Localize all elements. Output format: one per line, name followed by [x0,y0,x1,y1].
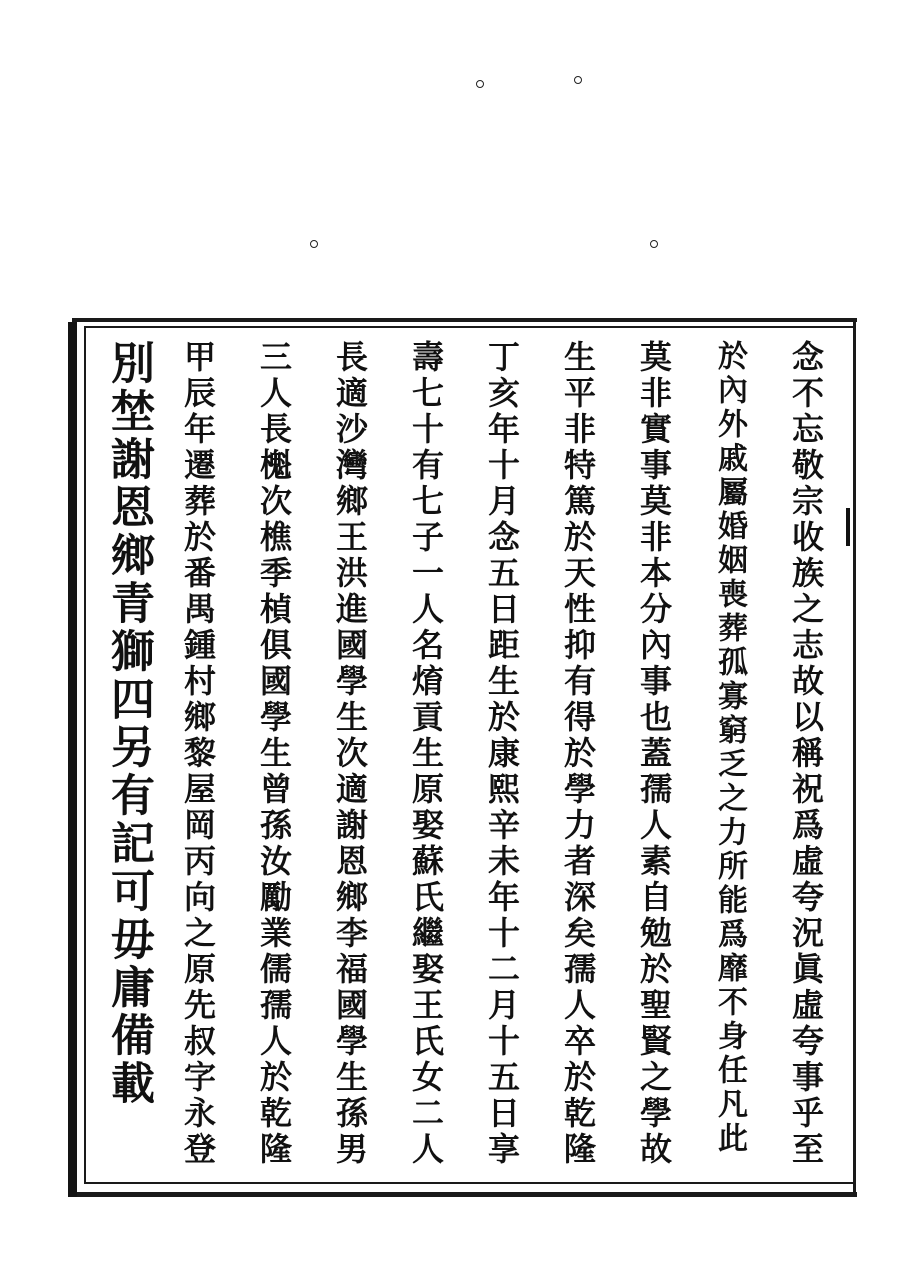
text-column-10: 別埜謝恩鄉青獅四另有記可毋庸備載 [103,340,154,1108]
text-columns [100,340,835,1180]
text-column-7: 長適沙灣鄉王洪進國學生次適謝恩鄉李福國學生孫男 [331,340,369,1168]
binding-hole [574,76,582,84]
binding-hole [650,240,658,248]
binding-hole [310,240,318,248]
text-column-6: 壽七十有七子一人名焴貢生原娶蘇氏繼娶王氏女二人 [407,340,445,1168]
border-right [853,322,856,1194]
border-top-inner [84,326,854,328]
binding-hole [476,80,484,88]
border-bottom [72,1192,857,1197]
text-column-3: 莫非實事莫非本分內事也蓋孺人素自勉於聖賢之學故 [635,340,673,1168]
text-column-8: 三人長櫆次樵季楨俱國學生曾孫汝勵業儒孺人於乾隆 [255,340,293,1168]
border-left-thin [84,326,86,1184]
text-column-1: 念不忘敬宗收族之志故以稱祝爲虛夸況眞虛夸事乎至 [787,340,825,1168]
text-column-5: 丁亥年十月念五日距生於康熙辛未年十二月十五日享 [483,340,521,1168]
text-column-4: 生平非特篤於天性抑有得於學力者深矣孺人卒於乾隆 [559,340,597,1168]
border-left-thick [68,322,77,1197]
margin-mark [846,508,850,546]
border-top [72,318,857,322]
text-column-9: 甲辰年遷葬於番禺鍾村鄉黎屋岡丙向之原先叔字永登 [179,340,217,1168]
border-bottom-inner [84,1182,854,1184]
text-column-2: 於內外戚屬婚姻喪葬孤寡窮乏之力所能爲靡不身任凡此 [712,340,747,1156]
